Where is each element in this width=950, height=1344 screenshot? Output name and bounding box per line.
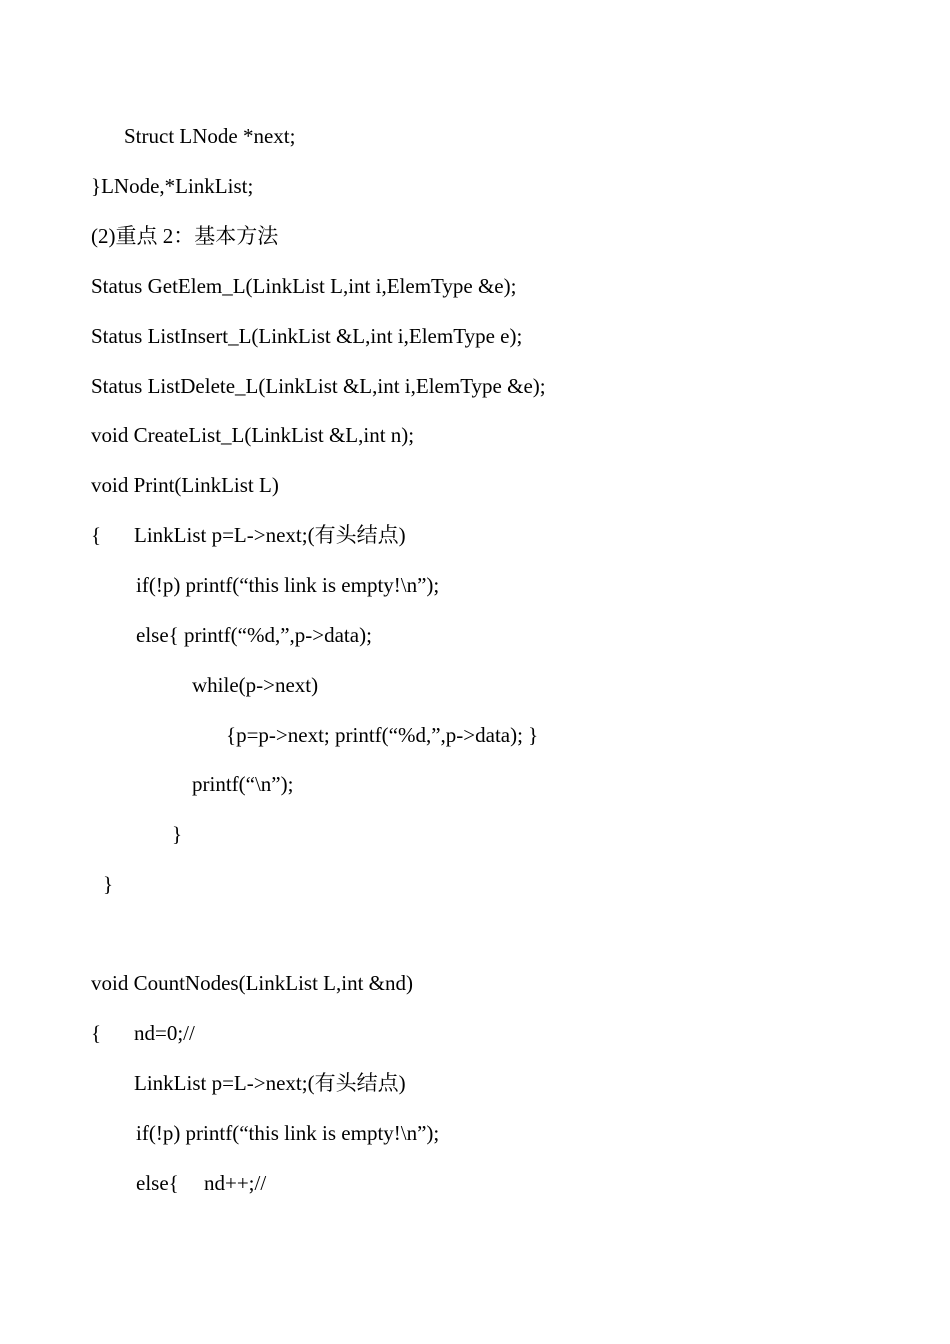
code-line-print-open-brace: { (91, 523, 102, 547)
code-line-createlist: void CreateList_L(LinkList &L,int n); (91, 423, 415, 447)
code-line-print-signature: void Print(LinkList L) (91, 473, 279, 497)
code-line-getelem: Status GetElem_L(LinkList L,int i,ElemType &e); (91, 274, 517, 298)
section-heading: (2)重点 2：基本方法 (91, 224, 279, 248)
code-line-countnodes-increment: nd++;// (204, 1171, 267, 1195)
code-line-print-else: else{ printf(“%d,”,p->data); (136, 623, 372, 647)
code-line-print-newline: printf(“\n”); (192, 772, 294, 796)
code-line-print-empty-check: if(!p) printf(“this link is empty!\n”); (136, 573, 440, 597)
code-line-listdelete: Status ListDelete_L(LinkList &L,int i,ElemType &e); (91, 374, 546, 398)
code-line-print-else-close: } (172, 822, 183, 846)
code-line-struct-next: Struct LNode *next; (124, 124, 296, 148)
code-line-countnodes-init: nd=0;// (134, 1021, 195, 1045)
code-line-print-head-node: LinkList p=L->next;(有头结点) (134, 523, 406, 547)
code-line-print-while: while(p->next) (192, 673, 319, 697)
code-line-listinsert: Status ListInsert_L(LinkList &L,int i,ElemType e); (91, 324, 523, 348)
code-line-print-close-brace: } (103, 872, 114, 896)
code-line-countnodes-signature: void CountNodes(LinkList L,int &nd) (91, 971, 413, 995)
code-line-typedef-end: }LNode,*LinkList; (91, 174, 254, 198)
code-line-countnodes-head-node: LinkList p=L->next;(有头结点) (134, 1071, 406, 1095)
code-line-countnodes-open-brace: { (91, 1021, 102, 1045)
code-line-countnodes-else: else{ (136, 1171, 179, 1195)
code-line-countnodes-empty-check: if(!p) printf(“this link is empty!\n”); (136, 1121, 440, 1145)
code-line-print-loop-body: {p=p->next; printf(“%d,”,p->data); } (226, 723, 539, 747)
